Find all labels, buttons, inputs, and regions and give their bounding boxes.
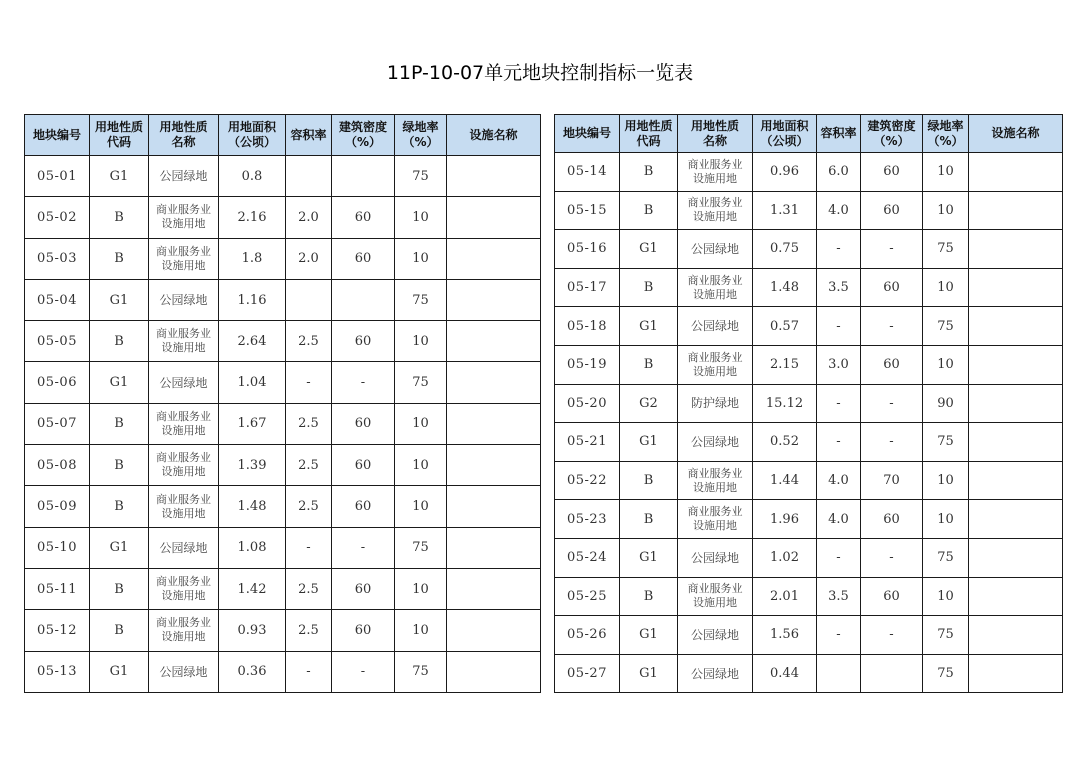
cell-land-area: 0.57: [753, 307, 817, 346]
cell-floor-area-ratio: -: [817, 423, 861, 462]
cell-floor-area-ratio: 4.0: [817, 500, 861, 539]
cell-plot-id: 05-20: [555, 384, 620, 423]
cell-plot-id: 05-24: [555, 538, 620, 577]
cell-green-ratio: 75: [923, 230, 969, 269]
cell-facility-name: [447, 279, 541, 320]
cell-building-density: -: [861, 423, 923, 462]
cell-land-use-code: G1: [90, 279, 149, 320]
cell-land-area: 1.67: [219, 403, 286, 444]
cell-facility-name: [447, 362, 541, 403]
cell-plot-id: 05-19: [555, 345, 620, 384]
page-title: 11P-10-07单元地块控制指标一览表: [386, 62, 694, 84]
cell-facility-name: [969, 423, 1063, 462]
column-header-land-area: 用地面积 （公顷）: [753, 115, 817, 153]
cell-building-density: 60: [332, 321, 395, 362]
cell-building-density: 60: [332, 486, 395, 527]
cell-land-use-name: 公园绿地: [678, 423, 753, 462]
column-header-land-use-name: 用地性质 名称: [678, 115, 753, 153]
cell-building-density: [861, 654, 923, 693]
table-row: [25, 362, 541, 403]
table-row: [25, 321, 541, 362]
cell-floor-area-ratio: 2.0: [286, 238, 332, 279]
cell-green-ratio: 75: [395, 651, 447, 692]
cell-land-area: 2.15: [753, 345, 817, 384]
column-header-floor-area-ratio: 容积率: [817, 115, 861, 153]
cell-land-area: 2.64: [219, 321, 286, 362]
table-row: [555, 230, 1063, 269]
table-row: [555, 461, 1063, 500]
table-row: [555, 384, 1063, 423]
column-header-land-area: 用地面积 （公顷）: [219, 115, 286, 156]
cell-green-ratio: 10: [923, 500, 969, 539]
cell-building-density: 70: [861, 461, 923, 500]
column-header-floor-area-ratio: 容积率: [286, 115, 332, 156]
cell-facility-name: [447, 238, 541, 279]
cell-plot-id: 05-22: [555, 461, 620, 500]
cell-floor-area-ratio: 2.5: [286, 403, 332, 444]
cell-plot-id: 05-01: [25, 156, 90, 197]
column-header-facility-name: 设施名称: [969, 115, 1063, 153]
cell-building-density: 60: [861, 191, 923, 230]
cell-land-area: 0.36: [219, 651, 286, 692]
cell-facility-name: [447, 403, 541, 444]
column-header-facility-name: 设施名称: [447, 115, 541, 156]
cell-facility-name: [969, 616, 1063, 655]
cell-green-ratio: 75: [923, 423, 969, 462]
cell-land-area: 0.52: [753, 423, 817, 462]
cell-floor-area-ratio: 4.0: [817, 461, 861, 500]
cell-land-area: 1.08: [219, 527, 286, 568]
cell-building-density: 60: [332, 403, 395, 444]
table-row: [555, 268, 1063, 307]
column-header-land-use-code: 用地性质 代码: [620, 115, 678, 153]
cell-land-use-code: B: [90, 238, 149, 279]
cell-land-use-code: B: [90, 321, 149, 362]
cell-green-ratio: 10: [395, 197, 447, 238]
cell-facility-name: [969, 500, 1063, 539]
cell-land-use-name: 公园绿地: [149, 651, 219, 692]
cell-plot-id: 05-17: [555, 268, 620, 307]
cell-green-ratio: 10: [923, 191, 969, 230]
cell-plot-id: 05-21: [555, 423, 620, 462]
cell-land-use-code: B: [90, 486, 149, 527]
cell-building-density: 60: [332, 445, 395, 486]
cell-land-area: 1.16: [219, 279, 286, 320]
cell-green-ratio: 10: [395, 445, 447, 486]
cell-land-area: 0.93: [219, 610, 286, 651]
cell-building-density: -: [861, 538, 923, 577]
cell-land-use-code: G1: [90, 362, 149, 403]
cell-building-density: 60: [332, 610, 395, 651]
cell-land-use-name: 商业服务业 设施用地: [678, 577, 753, 616]
table-row: [555, 616, 1063, 655]
cell-facility-name: [969, 538, 1063, 577]
cell-land-use-name: 防护绿地: [678, 384, 753, 423]
cell-land-use-code: B: [620, 153, 678, 192]
cell-land-use-name: 商业服务业 设施用地: [149, 403, 219, 444]
column-header-plot-id: 地块编号: [25, 115, 90, 156]
cell-floor-area-ratio: 4.0: [817, 191, 861, 230]
cell-floor-area-ratio: 3.5: [817, 577, 861, 616]
table-row: [25, 156, 541, 197]
cell-building-density: -: [861, 616, 923, 655]
cell-plot-id: 05-14: [555, 153, 620, 192]
cell-land-area: 0.96: [753, 153, 817, 192]
cell-floor-area-ratio: -: [817, 616, 861, 655]
cell-land-area: 2.16: [219, 197, 286, 238]
cell-green-ratio: 75: [923, 654, 969, 693]
cell-plot-id: 05-11: [25, 568, 90, 609]
cell-land-area: 1.56: [753, 616, 817, 655]
cell-plot-id: 05-26: [555, 616, 620, 655]
column-header-plot-id: 地块编号: [555, 115, 620, 153]
cell-plot-id: 05-25: [555, 577, 620, 616]
cell-floor-area-ratio: [286, 279, 332, 320]
cell-floor-area-ratio: [817, 654, 861, 693]
cell-land-use-code: G1: [90, 651, 149, 692]
cell-land-area: 2.01: [753, 577, 817, 616]
cell-land-use-name: 商业服务业 设施用地: [678, 153, 753, 192]
cell-green-ratio: 75: [395, 279, 447, 320]
cell-plot-id: 05-10: [25, 527, 90, 568]
table-row: [25, 486, 541, 527]
column-header-building-density: 建筑密度 （%）: [861, 115, 923, 153]
cell-plot-id: 05-08: [25, 445, 90, 486]
cell-floor-area-ratio: 6.0: [817, 153, 861, 192]
cell-land-area: 1.02: [753, 538, 817, 577]
cell-facility-name: [969, 654, 1063, 693]
cell-facility-name: [447, 156, 541, 197]
cell-land-use-code: B: [620, 500, 678, 539]
table-row: [25, 568, 541, 609]
cell-floor-area-ratio: 2.5: [286, 568, 332, 609]
cell-green-ratio: 75: [923, 307, 969, 346]
cell-facility-name: [969, 345, 1063, 384]
table-body: [555, 153, 1063, 693]
cell-land-use-name: 商业服务业 设施用地: [149, 568, 219, 609]
cell-facility-name: [969, 268, 1063, 307]
cell-land-use-name: 商业服务业 设施用地: [149, 486, 219, 527]
table-row: [555, 577, 1063, 616]
cell-facility-name: [969, 384, 1063, 423]
table-row: [555, 307, 1063, 346]
table-row: [555, 345, 1063, 384]
cell-land-use-code: G1: [620, 423, 678, 462]
cell-land-use-name: 商业服务业 设施用地: [678, 500, 753, 539]
cell-land-use-name: 公园绿地: [678, 654, 753, 693]
table-row: [25, 279, 541, 320]
table-row: [25, 403, 541, 444]
cell-land-use-code: G1: [620, 538, 678, 577]
cell-land-use-name: 商业服务业 设施用地: [149, 238, 219, 279]
table-row: [555, 191, 1063, 230]
cell-green-ratio: 10: [395, 486, 447, 527]
cell-facility-name: [969, 191, 1063, 230]
column-header-building-density: 建筑密度 （%）: [332, 115, 395, 156]
cell-land-area: 1.42: [219, 568, 286, 609]
cell-plot-id: 05-03: [25, 238, 90, 279]
cell-building-density: 60: [332, 197, 395, 238]
cell-land-use-name: 商业服务业 设施用地: [149, 321, 219, 362]
cell-land-area: 15.12: [753, 384, 817, 423]
column-header-green-ratio: 绿地率 （%）: [395, 115, 447, 156]
cell-land-use-code: G1: [620, 307, 678, 346]
cell-floor-area-ratio: 2.5: [286, 486, 332, 527]
cell-green-ratio: 75: [923, 538, 969, 577]
cell-floor-area-ratio: -: [286, 362, 332, 403]
cell-facility-name: [447, 527, 541, 568]
cell-land-use-name: 商业服务业 设施用地: [678, 461, 753, 500]
cell-land-use-name: 公园绿地: [149, 362, 219, 403]
cell-land-area: 1.44: [753, 461, 817, 500]
control-index-table-left: [24, 114, 541, 693]
cell-facility-name: [447, 610, 541, 651]
cell-land-use-code: G1: [90, 527, 149, 568]
cell-floor-area-ratio: -: [286, 651, 332, 692]
cell-land-use-name: 商业服务业 设施用地: [149, 610, 219, 651]
cell-facility-name: [447, 651, 541, 692]
cell-facility-name: [969, 153, 1063, 192]
cell-floor-area-ratio: 3.0: [817, 345, 861, 384]
cell-green-ratio: 75: [395, 362, 447, 403]
cell-green-ratio: 10: [395, 403, 447, 444]
cell-land-area: 1.31: [753, 191, 817, 230]
cell-facility-name: [447, 321, 541, 362]
cell-facility-name: [447, 486, 541, 527]
table-row: [25, 610, 541, 651]
cell-floor-area-ratio: 2.5: [286, 445, 332, 486]
cell-facility-name: [447, 568, 541, 609]
column-header-land-use-name: 用地性质 名称: [149, 115, 219, 156]
cell-building-density: 60: [861, 345, 923, 384]
cell-floor-area-ratio: -: [286, 527, 332, 568]
cell-land-use-code: G1: [620, 230, 678, 269]
cell-green-ratio: 10: [923, 153, 969, 192]
cell-green-ratio: 10: [923, 345, 969, 384]
cell-facility-name: [447, 445, 541, 486]
cell-land-use-name: 商业服务业 设施用地: [678, 268, 753, 307]
table-row: [25, 651, 541, 692]
cell-plot-id: 05-16: [555, 230, 620, 269]
cell-land-use-name: 公园绿地: [149, 156, 219, 197]
cell-facility-name: [969, 307, 1063, 346]
cell-plot-id: 05-05: [25, 321, 90, 362]
cell-land-area: 1.48: [753, 268, 817, 307]
cell-floor-area-ratio: [286, 156, 332, 197]
cell-plot-id: 05-02: [25, 197, 90, 238]
cell-building-density: -: [861, 307, 923, 346]
cell-land-area: 1.96: [753, 500, 817, 539]
cell-land-use-name: 商业服务业 设施用地: [149, 445, 219, 486]
cell-land-use-code: G1: [620, 616, 678, 655]
cell-land-use-name: 公园绿地: [678, 230, 753, 269]
cell-floor-area-ratio: 3.5: [817, 268, 861, 307]
table-row: [555, 423, 1063, 462]
cell-plot-id: 05-13: [25, 651, 90, 692]
cell-green-ratio: 90: [923, 384, 969, 423]
cell-plot-id: 05-18: [555, 307, 620, 346]
cell-land-use-code: G1: [620, 654, 678, 693]
cell-plot-id: 05-07: [25, 403, 90, 444]
table-header-row: [555, 115, 1063, 153]
table-row: [25, 527, 541, 568]
cell-building-density: -: [861, 230, 923, 269]
cell-building-density: -: [861, 384, 923, 423]
cell-floor-area-ratio: -: [817, 307, 861, 346]
cell-land-use-code: B: [620, 268, 678, 307]
cell-land-use-code: B: [90, 445, 149, 486]
cell-land-use-code: B: [90, 403, 149, 444]
cell-green-ratio: 10: [923, 461, 969, 500]
cell-building-density: -: [332, 362, 395, 403]
cell-building-density: [332, 279, 395, 320]
table-row: [555, 500, 1063, 539]
cell-plot-id: 05-27: [555, 654, 620, 693]
cell-land-use-name: 公园绿地: [149, 279, 219, 320]
cell-land-use-code: B: [90, 610, 149, 651]
cell-facility-name: [969, 461, 1063, 500]
cell-land-area: 1.8: [219, 238, 286, 279]
cell-land-use-name: 公园绿地: [678, 307, 753, 346]
cell-land-use-name: 商业服务业 设施用地: [149, 197, 219, 238]
cell-building-density: 60: [861, 500, 923, 539]
cell-building-density: 60: [332, 238, 395, 279]
cell-building-density: [332, 156, 395, 197]
control-index-table-right: [554, 114, 1063, 693]
cell-land-use-code: B: [620, 191, 678, 230]
cell-floor-area-ratio: -: [817, 538, 861, 577]
cell-land-area: 1.39: [219, 445, 286, 486]
cell-floor-area-ratio: -: [817, 384, 861, 423]
cell-green-ratio: 10: [395, 238, 447, 279]
cell-green-ratio: 10: [395, 568, 447, 609]
cell-plot-id: 05-06: [25, 362, 90, 403]
cell-building-density: 60: [332, 568, 395, 609]
cell-green-ratio: 10: [395, 321, 447, 362]
cell-green-ratio: 10: [923, 577, 969, 616]
cell-plot-id: 05-15: [555, 191, 620, 230]
cell-land-use-code: B: [90, 197, 149, 238]
cell-land-use-code: G2: [620, 384, 678, 423]
cell-plot-id: 05-04: [25, 279, 90, 320]
cell-land-use-name: 公园绿地: [149, 527, 219, 568]
cell-facility-name: [969, 577, 1063, 616]
table-row: [555, 153, 1063, 192]
cell-land-use-name: 公园绿地: [678, 616, 753, 655]
cell-building-density: -: [332, 651, 395, 692]
cell-land-use-code: B: [620, 461, 678, 500]
cell-green-ratio: 75: [395, 527, 447, 568]
cell-land-use-code: B: [620, 577, 678, 616]
cell-building-density: 60: [861, 268, 923, 307]
cell-land-use-code: B: [620, 345, 678, 384]
cell-land-area: 0.44: [753, 654, 817, 693]
cell-floor-area-ratio: 2.0: [286, 197, 332, 238]
column-header-land-use-code: 用地性质 代码: [90, 115, 149, 156]
cell-plot-id: 05-23: [555, 500, 620, 539]
cell-green-ratio: 75: [395, 156, 447, 197]
cell-floor-area-ratio: 2.5: [286, 610, 332, 651]
column-header-green-ratio: 绿地率 （%）: [923, 115, 969, 153]
table-row: [555, 538, 1063, 577]
cell-green-ratio: 75: [923, 616, 969, 655]
cell-land-area: 0.75: [753, 230, 817, 269]
cell-facility-name: [447, 197, 541, 238]
cell-land-area: 0.8: [219, 156, 286, 197]
table-row: [25, 238, 541, 279]
cell-building-density: 60: [861, 153, 923, 192]
cell-building-density: -: [332, 527, 395, 568]
table-row: [25, 197, 541, 238]
cell-green-ratio: 10: [395, 610, 447, 651]
table-row: [25, 445, 541, 486]
cell-facility-name: [969, 230, 1063, 269]
cell-floor-area-ratio: 2.5: [286, 321, 332, 362]
cell-plot-id: 05-09: [25, 486, 90, 527]
cell-floor-area-ratio: -: [817, 230, 861, 269]
cell-green-ratio: 10: [923, 268, 969, 307]
cell-land-area: 1.04: [219, 362, 286, 403]
cell-building-density: 60: [861, 577, 923, 616]
cell-plot-id: 05-12: [25, 610, 90, 651]
cell-land-use-name: 公园绿地: [678, 538, 753, 577]
cell-land-use-name: 商业服务业 设施用地: [678, 191, 753, 230]
cell-land-area: 1.48: [219, 486, 286, 527]
cell-land-use-code: G1: [90, 156, 149, 197]
table-body: [25, 156, 541, 693]
table-header-row: [25, 115, 541, 156]
table-row: [555, 654, 1063, 693]
cell-land-use-name: 商业服务业 设施用地: [678, 345, 753, 384]
cell-land-use-code: B: [90, 568, 149, 609]
